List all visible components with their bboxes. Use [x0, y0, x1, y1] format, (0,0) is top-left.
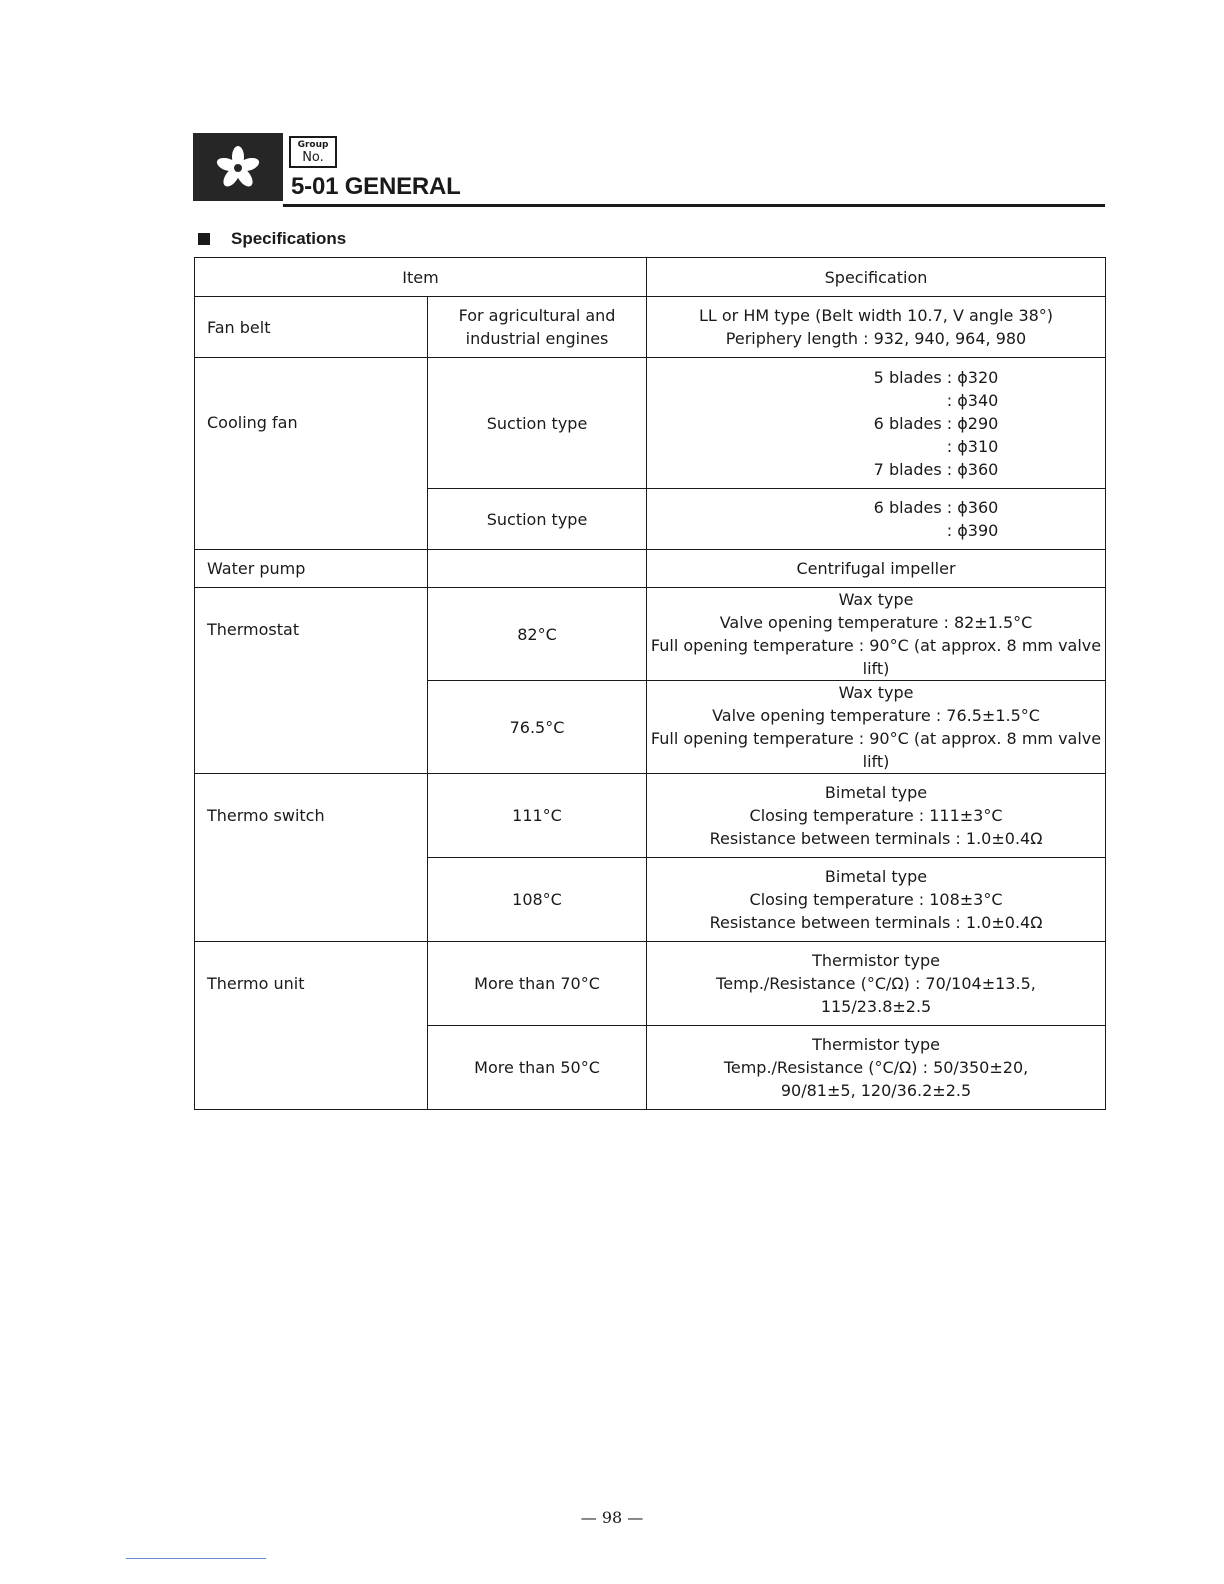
spec-line: Resistance between terminals : 1.0±0.4Ω: [709, 913, 1043, 932]
spec-line: Valve opening temperature : 82±1.5°C: [719, 613, 1033, 632]
item-water-pump: Water pump: [195, 550, 428, 588]
blade-list: [874, 496, 999, 542]
blade-list: [874, 366, 999, 481]
spec-thermo-unit-2: [647, 1026, 1106, 1110]
spec-line: Full opening temperature : 90°C (at approx. 8 mm valve lift): [650, 636, 1102, 678]
sub-thermostat-2: 76.5°C: [428, 681, 647, 774]
no-label: No.: [302, 150, 324, 165]
specifications-table: [194, 257, 1106, 1110]
table-row: [195, 297, 1106, 358]
table-row: [195, 358, 1106, 489]
sub-line: For agricultural and: [458, 306, 616, 325]
spec-line: : ϕ340: [946, 390, 999, 410]
table-row: [195, 774, 1106, 858]
table-row: [195, 588, 1106, 681]
spec-line: 90/81±5, 120/36.2±2.5: [780, 1081, 972, 1100]
sub-thermo-switch-2: 108°C: [428, 858, 647, 942]
item-cooling-fan: Cooling fan: [195, 358, 428, 550]
spec-thermostat-1: [647, 588, 1106, 681]
spec-line: Bimetal type: [824, 783, 928, 802]
spec-line: LL or HM type (Belt width 10.7, V angle 38°): [698, 306, 1054, 325]
sub-fan-belt: [428, 297, 647, 358]
item-thermo-unit: Thermo unit: [195, 942, 428, 1110]
spec-line: : ϕ310: [946, 436, 999, 456]
spec-line: 7 blades : ϕ360: [873, 459, 999, 479]
sub-thermo-unit-2: More than 50°C: [428, 1026, 647, 1110]
spec-line: 115/23.8±2.5: [820, 997, 932, 1016]
table-header-row: [195, 258, 1106, 297]
spec-line: 6 blades : ϕ290: [873, 413, 999, 433]
sub-line: industrial engines: [465, 329, 609, 348]
page-number: — 98 —: [580, 1508, 644, 1527]
header-rule: [283, 204, 1105, 207]
header-item: Item: [195, 258, 647, 297]
section-heading-text: Specifications: [231, 229, 347, 248]
sub-cooling-fan-1: Suction type: [428, 358, 647, 489]
spec-line: Periphery length : 932, 940, 964, 980: [725, 329, 1027, 348]
spec-line: Temp./Resistance (°C/Ω) : 50/350±20,: [723, 1058, 1029, 1077]
spec-line: Valve opening temperature : 76.5±1.5°C: [712, 706, 1040, 725]
section-heading: [198, 229, 346, 249]
spec-line: Closing temperature : 108±3°C: [749, 890, 1003, 909]
spec-line: Bimetal type: [824, 867, 928, 886]
group-label: Group: [297, 140, 329, 150]
spec-line: : ϕ390: [946, 521, 999, 540]
spec-thermo-switch-2: [647, 858, 1106, 942]
spec-line: Wax type: [838, 590, 914, 609]
spec-line: Closing temperature : 111±3°C: [749, 806, 1003, 825]
square-bullet-icon: [198, 233, 210, 245]
spec-line: Resistance between terminals : 1.0±0.4Ω: [709, 829, 1043, 848]
sub-thermo-switch-1: 111°C: [428, 774, 647, 858]
spec-line: Temp./Resistance (°C/Ω) : 70/104±13.5,: [716, 974, 1036, 993]
page-title: 5-01 GENERAL: [291, 173, 461, 200]
item-thermo-switch: Thermo switch: [195, 774, 428, 942]
footer-link-underline: [126, 1558, 266, 1559]
item-thermostat: Thermostat: [195, 588, 428, 774]
sub-thermo-unit-1: More than 70°C: [428, 942, 647, 1026]
spec-water-pump: Centrifugal impeller: [647, 550, 1106, 588]
sub-water-pump: [428, 550, 647, 588]
spec-line: Wax type: [838, 683, 914, 702]
fan-asterisk-icon: [215, 145, 261, 191]
sub-thermostat-1: 82°C: [428, 588, 647, 681]
item-fan-belt: Fan belt: [195, 297, 428, 358]
spec-thermo-switch-1: [647, 774, 1106, 858]
spec-line: 6 blades : ϕ360: [873, 498, 999, 517]
spec-cooling-fan-2: [647, 489, 1106, 550]
page-header: [193, 133, 1105, 209]
fan-logo: [193, 133, 283, 201]
sub-cooling-fan-2: Suction type: [428, 489, 647, 550]
table-row: [195, 550, 1106, 588]
spec-fan-belt: [647, 297, 1106, 358]
spec-line: 5 blades : ϕ320: [873, 367, 999, 387]
spec-cooling-fan-1: [647, 358, 1106, 489]
spec-line: Thermistor type: [812, 1035, 940, 1054]
spec-line: Thermistor type: [812, 951, 940, 970]
spec-thermo-unit-1: [647, 942, 1106, 1026]
spec-line: Full opening temperature : 90°C (at approx. 8 mm valve lift): [650, 729, 1102, 771]
header-specification: Specification: [647, 258, 1106, 297]
table-row: [195, 942, 1106, 1026]
spec-thermostat-2: [647, 681, 1106, 774]
group-number-box: [289, 136, 337, 168]
